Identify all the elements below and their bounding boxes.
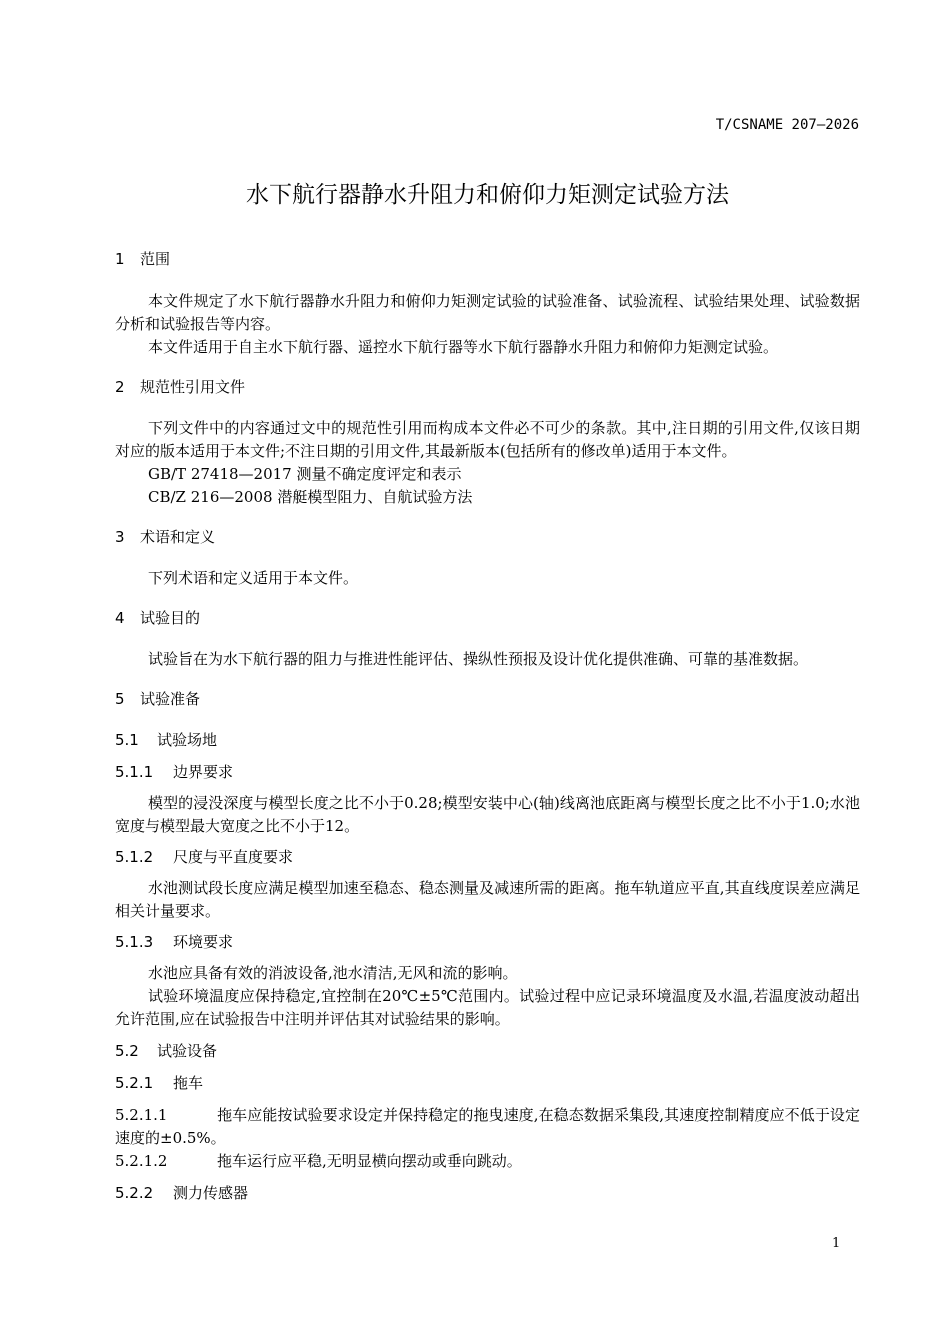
section-number: 2 bbox=[115, 378, 125, 396]
subsubsection-number: 5.1.2 bbox=[115, 848, 154, 866]
section-number: 1 bbox=[115, 250, 125, 268]
section-number: 5 bbox=[115, 690, 125, 708]
section-heading-1 bbox=[115, 248, 860, 271]
paragraph: 模型的浸没深度与模型长度之比不小于0.28;模型安装中心(轴)线离池底距离与模型长度之比不小于1.0;水池宽度与模型最大宽度之比不小于12。 bbox=[115, 794, 860, 835]
subsubsection-heading bbox=[115, 931, 860, 954]
subsection-heading bbox=[115, 1040, 860, 1063]
clause bbox=[115, 1104, 860, 1150]
document-code: T/CSNAME 207—2026 bbox=[715, 117, 859, 133]
section-heading-3 bbox=[115, 526, 860, 549]
subsection-title: 试验场地 bbox=[157, 731, 218, 749]
section-number: 3 bbox=[115, 528, 125, 546]
subsubsection-number: 5.1.3 bbox=[115, 933, 154, 951]
subsubsection-title: 拖车 bbox=[173, 1074, 204, 1092]
section-heading-4 bbox=[115, 607, 860, 630]
paragraph: 试验旨在为水下航行器的阻力与推进性能评估、操纵性预报及设计优化提供准确、可靠的基准数据。 bbox=[148, 650, 809, 668]
subsubsection-number: 5.2.2 bbox=[115, 1184, 154, 1202]
subsubsection-heading bbox=[115, 1182, 860, 1205]
clause-number: 5.2.1.1 bbox=[115, 1106, 168, 1124]
section-title: 规范性引用文件 bbox=[140, 378, 246, 396]
document-body bbox=[115, 248, 860, 1205]
reference-item: GB/T 27418—2017 测量不确定度评定和表示 bbox=[148, 465, 462, 483]
section-title: 试验准备 bbox=[140, 690, 201, 708]
page-title: 水下航行器静水升阻力和俯仰力矩测定试验方法 bbox=[246, 182, 729, 208]
subsection-heading bbox=[115, 729, 860, 752]
section-heading-5 bbox=[115, 688, 860, 711]
subsubsection-number: 5.2.1 bbox=[115, 1074, 154, 1092]
paragraph: 下列文件中的内容通过文中的规范性引用而构成本文件必不可少的条款。其中,注日期的引用文件,仅该日期对应的版本适用于本文件;不注日期的引用文件,其最新版本(包括所有的修改单)适用于本文件。 bbox=[115, 419, 860, 460]
paragraph: 水池应具备有效的消波设备,池水清洁,无风和流的影响。 bbox=[148, 964, 518, 982]
subsubsection-number: 5.1.1 bbox=[115, 763, 154, 781]
subsubsection-title: 尺度与平直度要求 bbox=[173, 848, 294, 866]
section-number: 4 bbox=[115, 609, 125, 627]
clause-text: 拖车应能按试验要求设定并保持稳定的拖曳速度,在稳态数据采集段,其速度控制精度应不低于设定速度的±0.5%。 bbox=[115, 1106, 860, 1147]
subsubsection-title: 测力传感器 bbox=[173, 1184, 249, 1202]
clause bbox=[115, 1150, 860, 1173]
section-title: 范围 bbox=[140, 250, 171, 268]
clause-number: 5.2.1.2 bbox=[115, 1152, 168, 1170]
reference-item: CB/Z 216—2008 潜艇模型阻力、自航试验方法 bbox=[148, 488, 473, 506]
subsection-title: 试验设备 bbox=[157, 1042, 218, 1060]
subsection-number: 5.2 bbox=[115, 1042, 139, 1060]
paragraph: 水池测试段长度应满足模型加速至稳态、稳态测量及减速所需的距离。拖车轨道应平直,其直线度误差应满足相关计量要求。 bbox=[115, 879, 860, 920]
subsubsection-title: 边界要求 bbox=[173, 763, 234, 781]
clause-text: 拖车运行应平稳,无明显横向摆动或垂向跳动。 bbox=[217, 1152, 522, 1170]
section-heading-2 bbox=[115, 376, 860, 399]
paragraph: 本文件规定了水下航行器静水升阻力和俯仰力矩测定试验的试验准备、试验流程、试验结果处理、试验数据分析和试验报告等内容。 bbox=[115, 292, 860, 333]
page-number: 1 bbox=[832, 1236, 841, 1251]
subsubsection-heading bbox=[115, 1072, 860, 1095]
section-title: 术语和定义 bbox=[140, 528, 216, 546]
subsection-number: 5.1 bbox=[115, 731, 139, 749]
subsubsection-heading bbox=[115, 761, 860, 784]
paragraph: 本文件适用于自主水下航行器、遥控水下航行器等水下航行器静水升阻力和俯仰力矩测定试验。 bbox=[148, 338, 779, 356]
paragraph: 试验环境温度应保持稳定,宜控制在20℃±5℃范围内。试验过程中应记录环境温度及水温,若温度波动超出允许范围,应在试验报告中注明并评估其对试验结果的影响。 bbox=[115, 987, 860, 1028]
paragraph: 下列术语和定义适用于本文件。 bbox=[148, 569, 359, 587]
subsubsection-heading bbox=[115, 846, 860, 869]
subsubsection-title: 环境要求 bbox=[173, 933, 234, 951]
section-title: 试验目的 bbox=[140, 609, 201, 627]
